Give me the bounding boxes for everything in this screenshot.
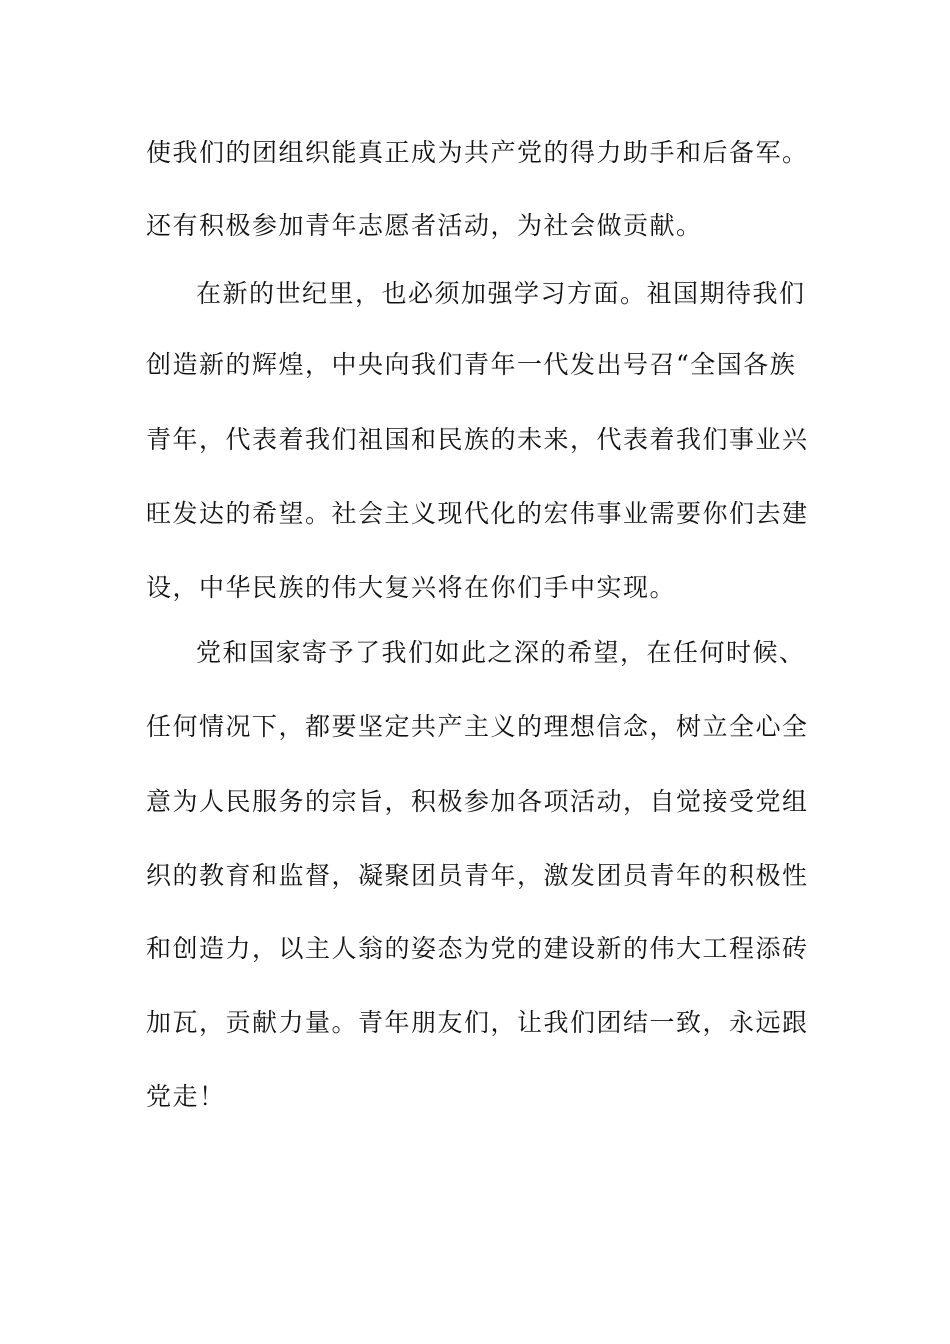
text-line: 意为人民服务的宗旨，积极参加各项活动，自觉接受党组 xyxy=(146,787,809,816)
paragraph-start-line: 党和国家寄予了我们如此之深的希望，在任何时候、 xyxy=(196,638,806,667)
text-line: 使我们的团组织能真正成为共产党的得力助手和后备军。 xyxy=(146,138,809,167)
text-line: 加瓦，贡献力量。青年朋友们，让我们团结一致，永远跟 xyxy=(146,1008,809,1037)
text-line: 创造新的辉煌，中央向我们青年一代发出号召“全国各族 xyxy=(146,350,797,379)
text-line: 和创造力，以主人翁的姿态为党的建设新的伟大工程添砖 xyxy=(146,934,809,963)
text-line: 任何情况下，都要坚定共产主义的理想信念，树立全心全 xyxy=(146,712,809,741)
text-line: 设，中华民族的伟大复兴将在你们手中实现。 xyxy=(146,573,677,602)
text-line: 旺发达的希望。社会主义现代化的宏伟事业需要你们去建 xyxy=(146,499,809,528)
text-line: 织的教育和监督，凝聚团员青年，激发团员青年的积极性 xyxy=(146,861,809,890)
text-line: 党走！ xyxy=(146,1082,226,1111)
text-line: 还有积极参加青年志愿者活动，为社会做贡献。 xyxy=(146,211,703,240)
paragraph-start-line: 在新的世纪里，也必须加强学习方面。祖国期待我们 xyxy=(196,279,806,308)
text-line: 青年，代表着我们祖国和民族的未来，代表着我们事业兴 xyxy=(146,425,809,454)
